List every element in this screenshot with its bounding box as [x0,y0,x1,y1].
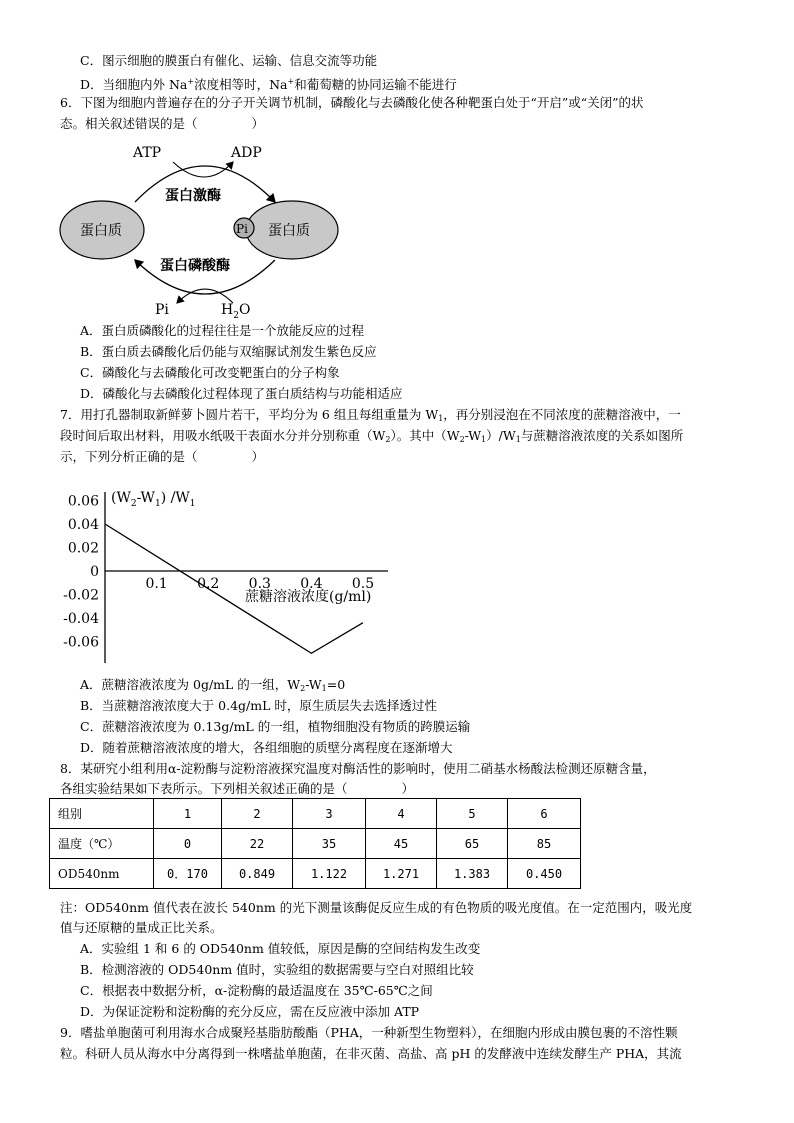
atp-label: ATP [133,145,162,161]
q6-stem-line1: 6．下图为细胞内普遍存在的分子开关调节机制，磷酸化与去磷酸化使各种靶蛋白处于“开启”或“关闭”的状 [60,95,644,110]
table-cell: 65 [437,829,508,859]
q8-note-line2: 值与还原糖的量成正比关系。 [60,920,223,935]
table-cell: 4 [366,799,437,829]
table-cell: 22 [222,829,293,859]
y-tick-label: 0.02 [67,540,99,557]
y-tick-label: -0.02 [63,587,99,604]
table-cell: 2 [222,799,293,829]
y-tick-label: -0.04 [63,611,99,627]
q5-option-d: D．当细胞内外 Na+浓度相等时，Na+和葡萄糖的协同运输不能进行 [80,77,457,93]
q8-stem-line2: 各组实验结果如下表所示。下列相关叙述正确的是（ ） [60,781,415,796]
q7-option-c: C．蔗糖溶液浓度为 0.13g/mL 的一组，植物细胞没有物质的跨膜运输 [80,719,471,734]
x-tick-label: 0.3 [248,576,271,592]
q8-option-a: A．实验组 1 和 6 的 OD540nm 值较低，原因是酶的空间结构发生改变 [80,941,481,956]
table-cell: 0.849 [222,859,293,889]
q7-option-b: B．当蔗糖溶液浓度大于 0.4g/mL 时，原生质层失去选择透过性 [80,698,437,713]
y-tick-label: 0.06 [67,493,99,510]
q6-option-c: C．磷酸化与去磷酸化可改变靶蛋白的分子构象 [80,365,340,380]
q6-stem-line2: 态。相关叙述错误的是（ ） [60,116,265,131]
q7-stem-line2: 段时间后取出材料，用吸水纸吸干表面水分并分别称重$(W_2)$。其中$(W_2-W_1)/W_1$与蔗糖溶液浓度的关系如图所 [60,428,684,444]
y-tick-label: 0 [90,564,99,580]
water-label: $H_2O$ [221,302,251,320]
x-tick-label: 0.4 [300,576,323,592]
q7-stem-line3: 示，下列分析正确的是（ ） [60,449,265,464]
table-cell: 1.383 [437,859,508,889]
table-cell: 35 [293,829,366,859]
y-axis-title: $(W_2-W_1)$ $/W_1$ [111,490,196,509]
table-row-label: 组别 [50,799,154,829]
q8-option-b: B．检测溶液的 OD540nm 值时，实验组的数据需要与空白对照组比较 [80,962,474,977]
q8-option-d: D．为保证淀粉和淀粉酶的充分反应，需在反应液中添加 ATP [80,1004,420,1019]
y-tick-label: 0.04 [67,517,99,533]
table-cell: 1.122 [293,859,366,889]
pi-product-label: Pi [155,302,169,318]
table-row [50,859,581,889]
kinase-label: 蛋白激酶 [165,188,221,204]
table-row [50,829,581,859]
q6-option-b: B．蛋白质去磷酸化后仍能与双缩脲试剂发生紫色反应 [80,344,377,359]
q8-option-c: C．根据表中数据分析，α-淀粉酶的最适温度在 35℃-65℃之间 [80,983,433,998]
table-cell: 45 [366,829,437,859]
x-axis-title: 蔗糖溶液浓度(g/ml) [245,589,372,605]
q8-note-line1: 注：OD540nm 值代表在波长 540nm 的光下测量该酶促反应生成的有色物质的吸光度值。在一定范围内，吸光度 [60,900,693,915]
x-tick-label: 0.2 [197,576,220,592]
q7-stem-line1: 7．用打孔器制取新鲜萝卜圆片若干，平均分为 6 组且每组重量为 $W_1$，再分别浸泡在不同浓度的蔗糖溶液中，一 [60,407,681,423]
atp-adp-arrow [173,162,233,177]
protein-left-label: 蛋白质 [80,223,122,239]
table-cell: 0 [154,829,222,859]
q8-stem-line1: 8．某研究小组利用α-淀粉酶与淀粉溶液探究温度对酶活性的影响时，使用二硝基水杨酸法检测还原糖含量， [60,761,656,776]
enzyme-activity-table [49,798,581,889]
protein-right-label: 蛋白质 [268,223,310,239]
q7-option-d: D．随着蔗糖溶液浓度的增大，各组细胞的质壁分离程度在逐渐增大 [80,740,453,755]
q7-option-a: A．蔗糖溶液浓度为 0g/mL 的一组，$W_2-W_1=0$ [80,677,346,693]
table-cell: 1.271 [366,859,437,889]
q5-option-c: C．图示细胞的膜蛋白有催化、运输、信息交流等功能 [80,53,378,68]
x-tick-label: 0.5 [351,576,375,592]
q6-option-a: A．蛋白质磷酸化的过程往往是一个放能反应的过程 [80,323,365,338]
table-row [50,799,581,829]
table-cell: 1 [154,799,222,829]
table-cell: 0.450 [508,859,581,889]
q6-option-d: D．磷酸化与去磷酸化过程体现了蛋白质结构与功能相适应 [80,386,403,401]
phosphate-circle-label: Pi [236,222,248,236]
table-cell: 6 [508,799,581,829]
y-tick-label: -0.06 [63,634,99,651]
table-cell: 5 [437,799,508,829]
table-cell: 0．170 [154,859,222,889]
table-row-label: 温度（℃） [50,829,154,859]
phosphorylation-diagram [55,140,355,320]
table-cell: 3 [293,799,366,829]
sucrose-weight-chart [55,478,395,678]
q9-stem-line2: 粒。科研人员从海水中分离得到一株嗜盐单胞菌，在非灭菌、高盐、高 pH 的发酵液中连续发酵生产 PHA，其流 [60,1046,682,1061]
table-row-label: OD540nm [50,859,154,889]
x-tick-label: 0.1 [145,576,168,592]
adp-label: ADP [231,145,262,161]
q9-stem-line1: 9．嗜盐单胞菌可利用海水合成聚羟基脂肪酸酯（PHA，一种新型生物塑料），在细胞内形成由膜包裹的不溶性颗 [60,1025,678,1040]
table-cell: 85 [508,829,581,859]
phosphatase-label: 蛋白磷酸酶 [160,258,230,274]
